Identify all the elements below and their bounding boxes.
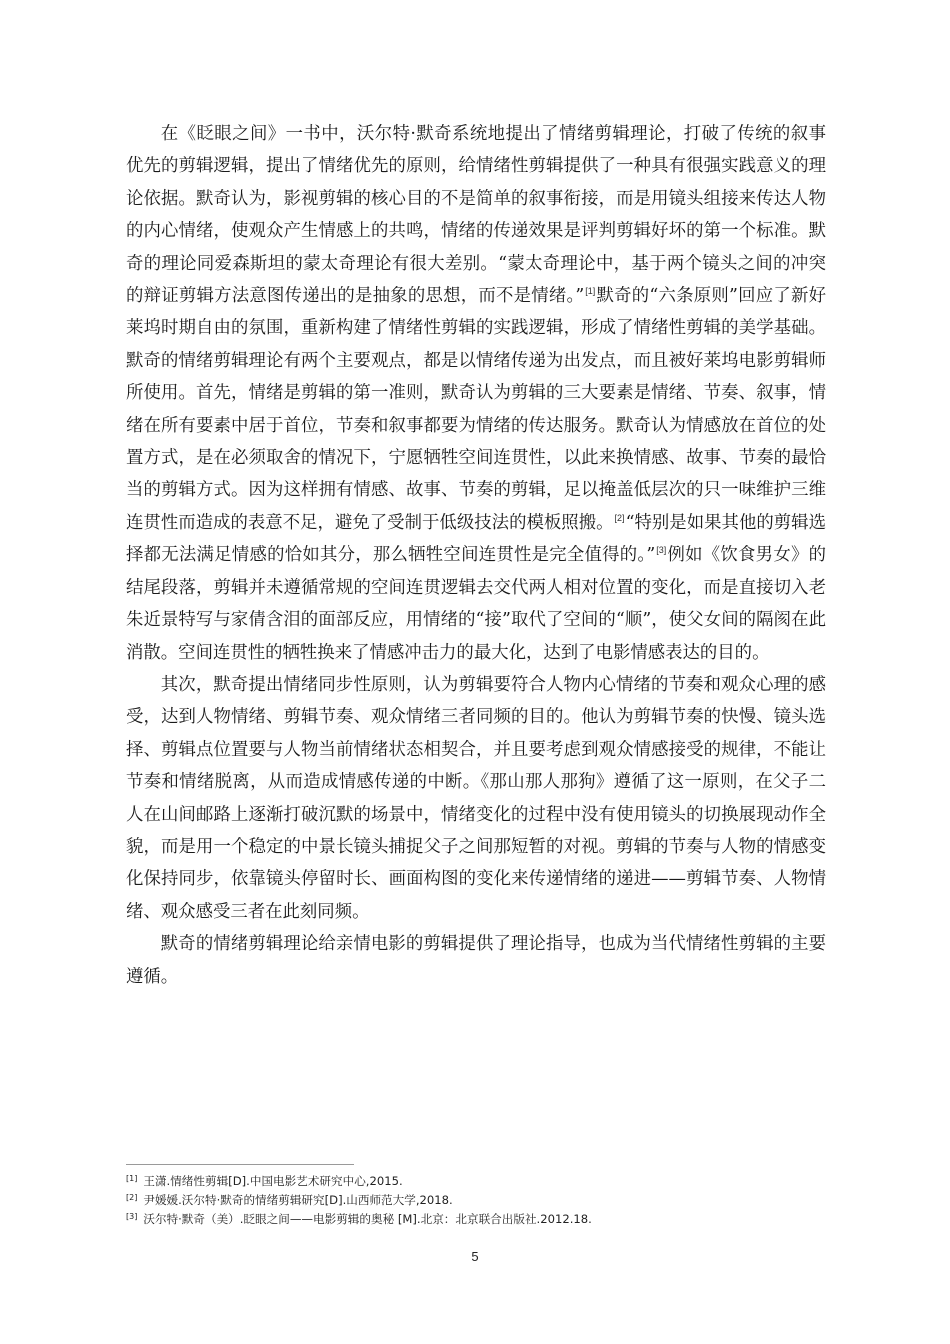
footnote-mark: [1] — [126, 1174, 138, 1183]
paragraph — [126, 118, 826, 669]
paragraph-text: 例如《饮食男女》的结尾段落，剪辑并未遵循常规的空间连贯逻辑去交代两人相对位置的变化，而是直接切入老朱近景特写与家倩含泪的面部反应，用情绪的“接”取代了空间的“顺”，使父女间的隔阂在此消散。空间连贯性的牺牲换来了情感冲击力的最大化，达到了电影情感表达的目的。 — [126, 545, 826, 663]
paragraph-text: 在《眨眼之间》一书中，沃尔特·默奇系统地提出了情绪剪辑理论，打破了传统的叙事优先的剪辑逻辑，提出了情绪优先的原则，给情绪性剪辑提供了一种具有很强实践意义的理论依据。默奇认为，影视剪辑的核心目的不是简单的叙事衔接，而是用镜头组接来传达人物的内心情绪，使观众产生情感上的共鸣，情绪的传递效果是评判剪辑好坏的第一个标准。默奇的理论同爱森斯坦的蒙太奇理论有很大差别。“蒙太奇理论中，基于两个镜头之间的冲突的辩证剪辑方法意图传递出的是抽象的思想，而不是情绪。” — [126, 124, 826, 307]
paragraph-text: “特别是如果其他的剪辑选择都无法满足情感的恰如其分，那么牺牲空间连贯性是完全值得的。” — [126, 512, 826, 566]
paragraph — [126, 669, 826, 928]
footnote-text: 尹媛媛.沃尔特·默奇的情绪剪辑研究[D].山西师范大学,2018. — [143, 1193, 453, 1207]
paragraph — [126, 928, 826, 993]
citation-ref: [1] — [585, 286, 596, 297]
paragraph-text: 默奇的情绪剪辑理论给亲情电影的剪辑提供了理论指导，也成为当代情绪性剪辑的主要遵循。 — [126, 934, 826, 987]
footnote — [126, 1172, 826, 1191]
footnote — [126, 1191, 826, 1210]
body-text — [126, 118, 826, 993]
paragraph-text: 默奇的“六条原则”回应了新好莱坞时期自由的氛围，重新构建了情绪性剪辑的实践逻辑，形成了情绪性剪辑的美学基础。默奇的情绪剪辑理论有两个主要观点，都是以情绪传递为出发点，而且被好莱坞电影剪辑师所使用。首先，情绪是剪辑的第一准则，默奇认为剪辑的三大要素是情绪、节奏、叙事，情绪在所有要素中居于首位，节奏和叙事都要为情绪的传达服务。默奇认为情感放在首位的处置方式，是在必须取舍的情况下，宁愿牺牲空间连贯性，以此来换情感、故事、节奏的最恰当的剪辑方式。因为这样拥有情感、故事、节奏的剪辑，足以掩盖低层次的只一味维护三维连贯性而造成的表意不足，避免了受制于低级技法的模板照搬。 — [126, 286, 826, 533]
footnote-text: 王潇.情绪性剪辑[D].中国电影艺术研究中心,2015. — [143, 1174, 403, 1188]
citation-ref: [2] — [614, 512, 625, 523]
footnote-mark: [2] — [126, 1193, 138, 1202]
footnote-text: 沃尔特·默奇（美）.眨眼之间——电影剪辑的奥秘 [M].北京：北京联合出版社.2012.18. — [143, 1212, 592, 1226]
footnotes — [126, 1172, 826, 1229]
footnote — [126, 1210, 826, 1229]
page-number: 5 — [471, 1249, 479, 1264]
footnote-separator — [126, 1164, 354, 1165]
footnote-mark: [3] — [126, 1212, 138, 1221]
paragraph-text: 其次，默奇提出情绪同步性原则，认为剪辑要符合人物内心情绪的节奏和观众心理的感受，达到人物情绪、剪辑节奏、观众情绪三者同频的目的。他认为剪辑节奏的快慢、镜头选择、剪辑点位置要与人物当前情绪状态相契合，并且要考虑到观众情感接受的规律，不能让节奏和情绪脱离，从而造成情感传递的中断。《那山那人那狗》遵循了这一原则，在父子二人在山间邮路上逐渐打破沉默的场景中，情绪变化的过程中没有使用镜头的切换展现动作全貌，而是用一个稳定的中景长镜头捕捉父子之间那短暂的对视。剪辑的节奏与人物的情感变化保持同步，依靠镜头停留时长、画面构图的变化来传递情绪的递进——剪辑节奏、人物情绪、观众感受三者在此刻同频。 — [126, 674, 826, 922]
citation-ref: [3] — [656, 545, 667, 556]
